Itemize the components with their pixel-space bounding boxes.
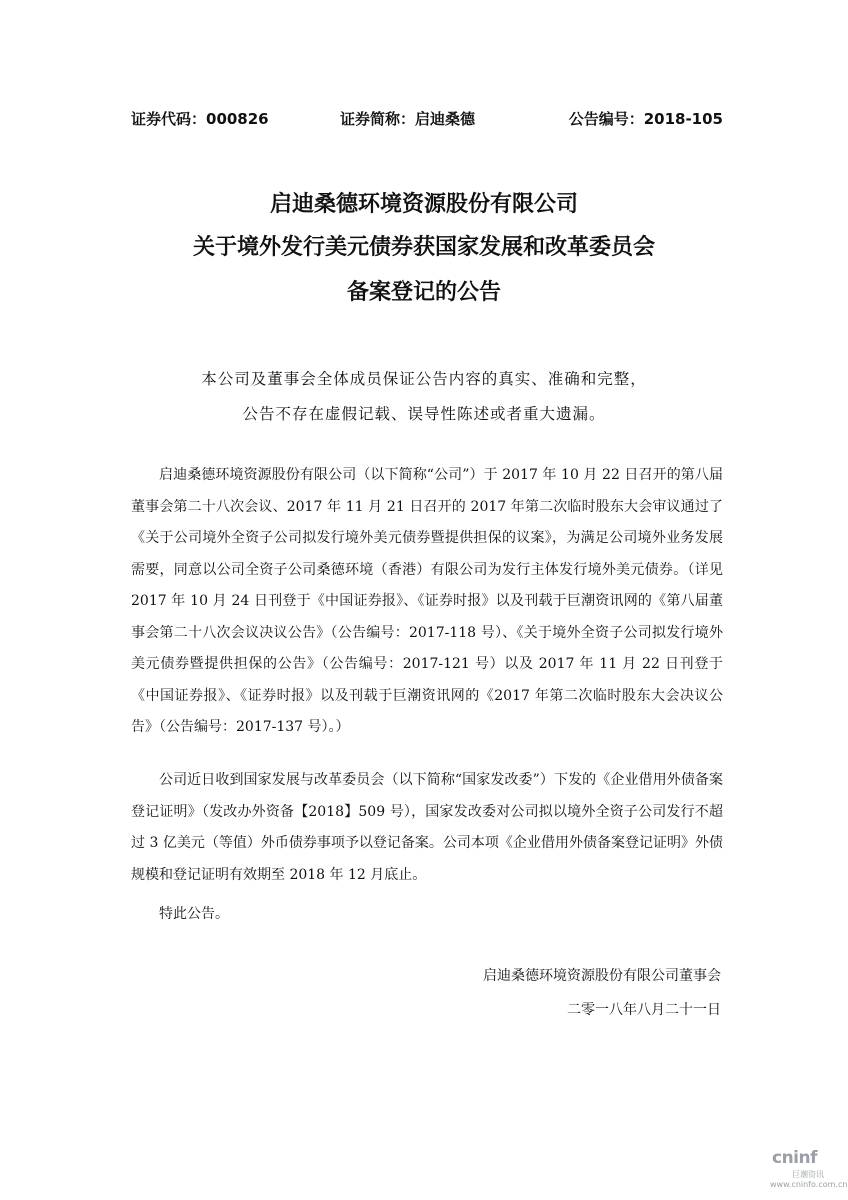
body-paragraph-3 <box>131 899 723 931</box>
title-line-1: 启迪桑德环境资源股份有限公司 <box>269 192 578 217</box>
signature-date: 二零一八年八月二十一日 <box>567 1002 721 1018</box>
logo-brand-cn: 巨潮资讯 <box>792 1170 824 1179</box>
cninfo-logo <box>770 1148 848 1194</box>
body-paragraph-2 <box>131 765 723 891</box>
logo-brand: cninf <box>772 1148 818 1168</box>
body-paragraph-1 <box>131 460 723 744</box>
title-line-3: 备案登记的公告 <box>346 280 501 305</box>
declaration-line-1: 本公司及董事会全体成员保证公告内容的真实、准确和完整， <box>201 370 647 388</box>
paragraph-text: 公司近日收到国家发展与改革委员会（以下简称“国家发改委”）下发的《企业借用外债备案登记证明》（发改办外资备【2018】509 号），国家发改委对公司拟以境外全资子公司发行不超过 3 亿美元（等值）外币债券事项予以登记备案。公司本项《企业借用外债备案登记证明》外债规模和登记证明有效期至 2018 年 12 月底止。 <box>131 772 723 883</box>
declaration-line-2: 公告不存在虚假记载、误导性陈述或者重大遗漏。 <box>242 405 606 423</box>
paragraph-text: 启迪桑德环境资源股份有限公司（以下简称“公司”）于 2017 年 10 月 22 日召开的第八届董事会第二十八次会议、2017 年 11 月 21 日召开的 2017 年第二次临时股东大会审议通过了《关于公司境外全资子公司拟发行境外美元债券暨提供担保的议案》，为满足公司境外业务发展需要，同意以公司全资子公司桑德环境（香港）有限公司为发行主体发行境外美元债券。（详见 2017 年 10 月 24 日刊登于《中国证券报》、《证券时报》以及刊载于巨潮资讯网的《第八届董事会第二十八次会议决议公告》（公告编号：2017-118 号）、《关于境外全资子公司拟发行境外美元债券暨提供担保的公告》（公告编号：2017-121 号）以及 2017 年 11 月 22 日刊登于《中国证券报》、《证券时报》以及刊载于巨潮资讯网的《2017 年第二次临时股东大会决议公告》（公告编号：2017-137 号）。） <box>131 467 723 735</box>
paragraph-text: 特此公告。 <box>159 906 229 922</box>
announcement-number: 公告编号：2018-105 <box>568 110 723 128</box>
logo-url: www.cninfo.com.cn <box>770 1180 848 1189</box>
document-header <box>131 108 723 130</box>
title-line-2: 关于境外发行美元债券获国家发展和改革委员会 <box>192 235 655 260</box>
security-code: 证券代码：000826 <box>131 110 269 128</box>
signature-company: 启迪桑德环境资源股份有限公司董事会 <box>483 968 721 984</box>
security-short-name: 证券简称：启迪桑德 <box>340 110 476 128</box>
